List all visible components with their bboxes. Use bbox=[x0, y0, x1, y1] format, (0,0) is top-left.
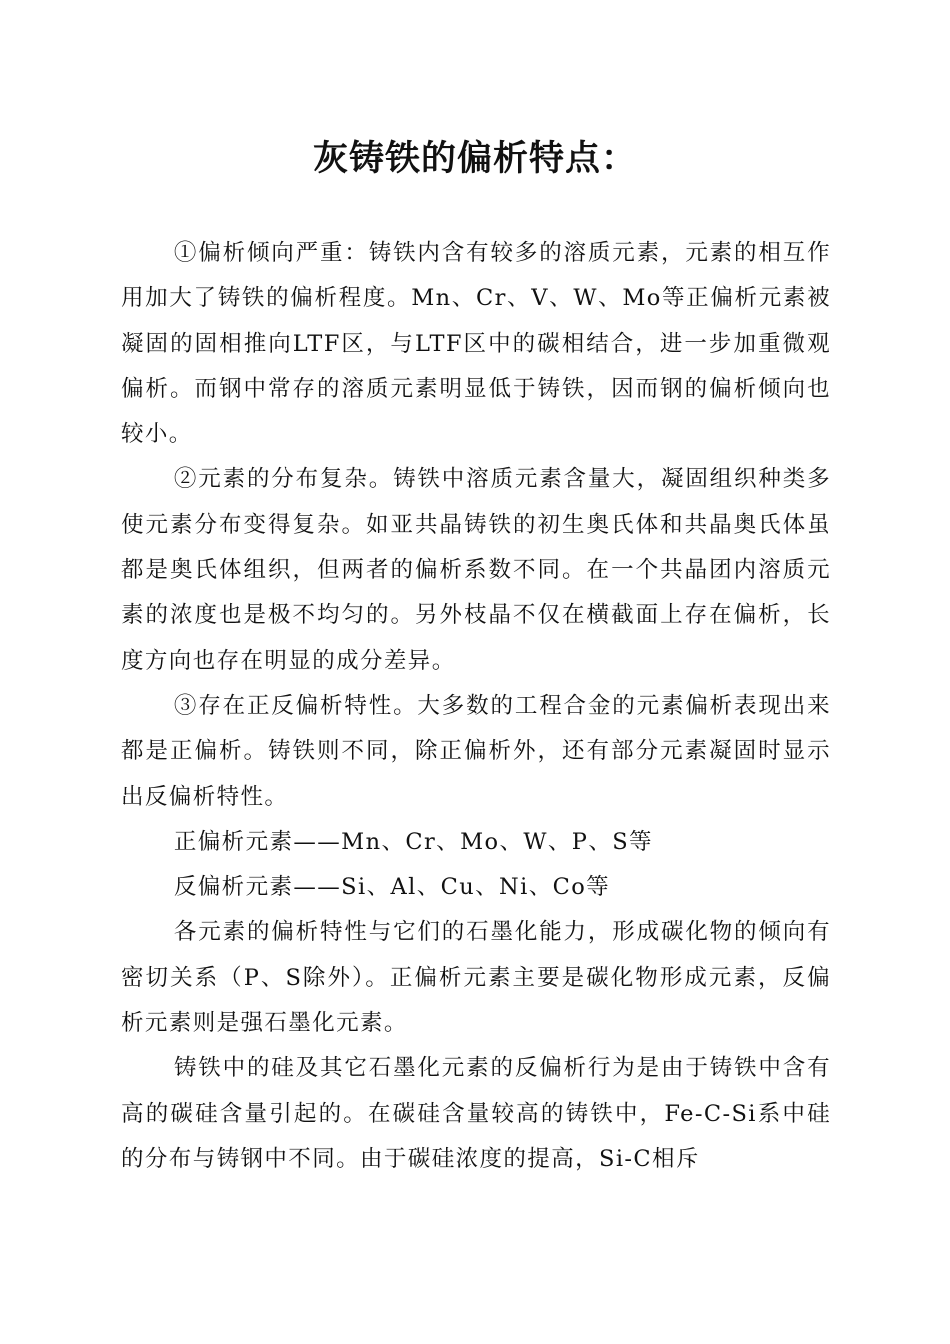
paragraph-element-distribution: ②元素的分布复杂。铸铁中溶质元素含量大，凝固组织种类多使元素分布变得复杂。如亚共晶铸铁的初生奥氏体和共晶奥氏体虽都是奥氏体组织，但两者的偏析系数不同。在一个共晶团内溶质元素的浓度也是极不均匀的。另外枝晶不仅在横截面上存在偏析，长度方向也存在明显的成分差异。 bbox=[121, 466, 831, 674]
paragraph-graphitization-relation: 各元素的偏析特性与它们的石墨化能力，形成碳化物的倾向有密切关系（P、S除外）。正偏析元素主要是碳化物形成元素，反偏析元素则是强石墨化元素。 bbox=[121, 919, 831, 1037]
paragraph-segregation-tendency: ①偏析倾向严重：铸铁内含有较多的溶质元素，元素的相互作用加大了铸铁的偏析程度。Mn、Cr、V、W、Mo等正偏析元素被凝固的固相推向LTF区，与LTF区中的碳相结合，进一步加重微观偏析。而钢中常存的溶质元素明显低于铸铁，因而钢的偏析倾向也较小。 bbox=[121, 240, 831, 448]
paragraph-positive-segregation-elements: 正偏析元素——Mn、Cr、Mo、W、P、S等 bbox=[173, 828, 653, 855]
paragraph-positive-negative-segregation: ③存在正反偏析特性。大多数的工程合金的元素偏析表现出来都是正偏析。铸铁则不同，除正偏析外，还有部分元素凝固时显示出反偏析特性。 bbox=[121, 692, 831, 810]
paragraph-negative-segregation-elements: 反偏析元素——Si、Al、Cu、Ni、Co等 bbox=[173, 874, 611, 901]
document-title: 灰铸铁的偏析特点： bbox=[312, 138, 637, 179]
document-body bbox=[121, 231, 831, 1182]
paragraph-silicon-behavior: 铸铁中的硅及其它石墨化元素的反偏析行为是由于铸铁中含有高的碳硅含量引起的。在碳硅含量较高的铸铁中，Fe-C-Si系中硅的分布与铸钢中不同。由于碳硅浓度的提高，Si-C相斥 bbox=[121, 1055, 831, 1172]
